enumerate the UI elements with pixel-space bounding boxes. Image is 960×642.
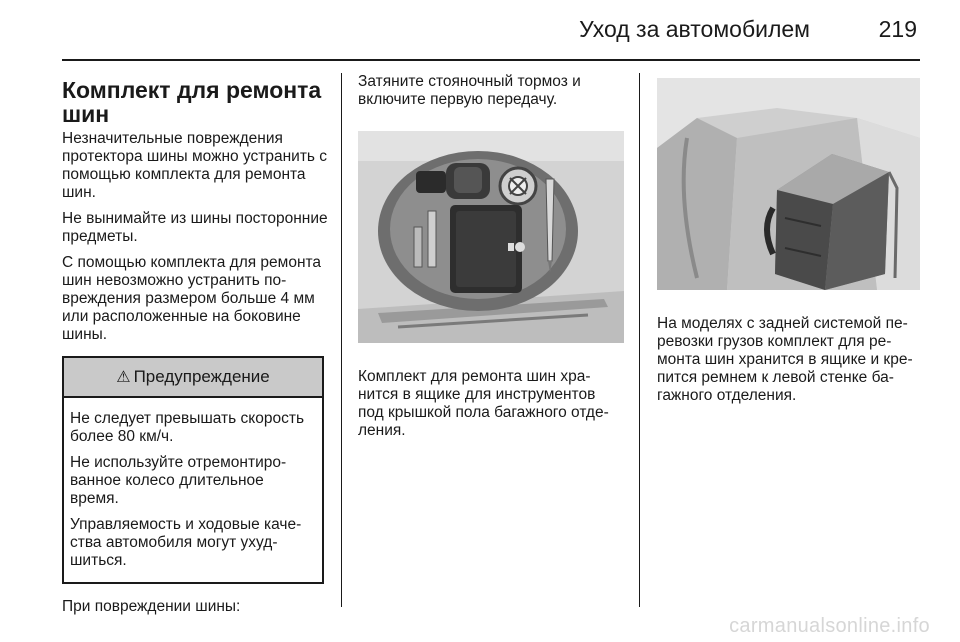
warning-title: Предупреждение xyxy=(133,367,270,386)
figure-caption: На моделях с задней системой перевозки грузов комплект для ремонта шин хранится в ящике и крепится ремнем к левой стенке багажного отделения. xyxy=(657,315,913,404)
warning-paragraph: Управляемость и ходовые качества автомобиля могут ухудшиться. xyxy=(70,516,302,569)
paragraph: При повреждении шины: xyxy=(62,598,241,615)
section-title: Комплект для ремонта шин xyxy=(62,77,322,127)
page-number: 219 xyxy=(878,16,917,42)
paragraph: Затяните стояночный тормоз и включите первую передачу. xyxy=(358,73,581,108)
column-divider xyxy=(341,73,342,607)
column-divider xyxy=(639,73,640,607)
trunk-kit-illustration xyxy=(657,78,920,290)
tool-box-illustration xyxy=(358,131,624,343)
warning-box xyxy=(62,356,324,584)
warning-header xyxy=(64,358,322,398)
figure-caption: Комплект для ремонта шин хранится в ящике для инструментов под крышкой пола багажного отделения. xyxy=(358,368,609,439)
paragraph: Не вынимайте из шины посторонние предметы. xyxy=(62,210,328,245)
page-header-title: Уход за автомобилем xyxy=(579,16,810,42)
column-1 xyxy=(62,68,328,624)
paragraph: С помощью комплекта для ремонта шин невозможно устранить повреждения размером больше 4 мм или расположенные на боковине шины. xyxy=(62,254,322,343)
column-3 xyxy=(657,68,920,413)
header-rule xyxy=(62,59,920,61)
warning-paragraph: Не используйте отремонтированное колесо длительное время. xyxy=(70,454,287,507)
warning-body xyxy=(64,398,322,582)
watermark: carmanualsonline.info xyxy=(729,615,930,637)
warning-triangle-icon: ⚠ xyxy=(116,369,131,386)
paragraph: Незначительные повреждения протектора шины можно устранить с помощью комплекта для ремонта шин. xyxy=(62,130,328,201)
column-2 xyxy=(358,73,624,448)
warning-paragraph: Не следует превышать скорость более 80 км/ч. xyxy=(70,410,305,445)
